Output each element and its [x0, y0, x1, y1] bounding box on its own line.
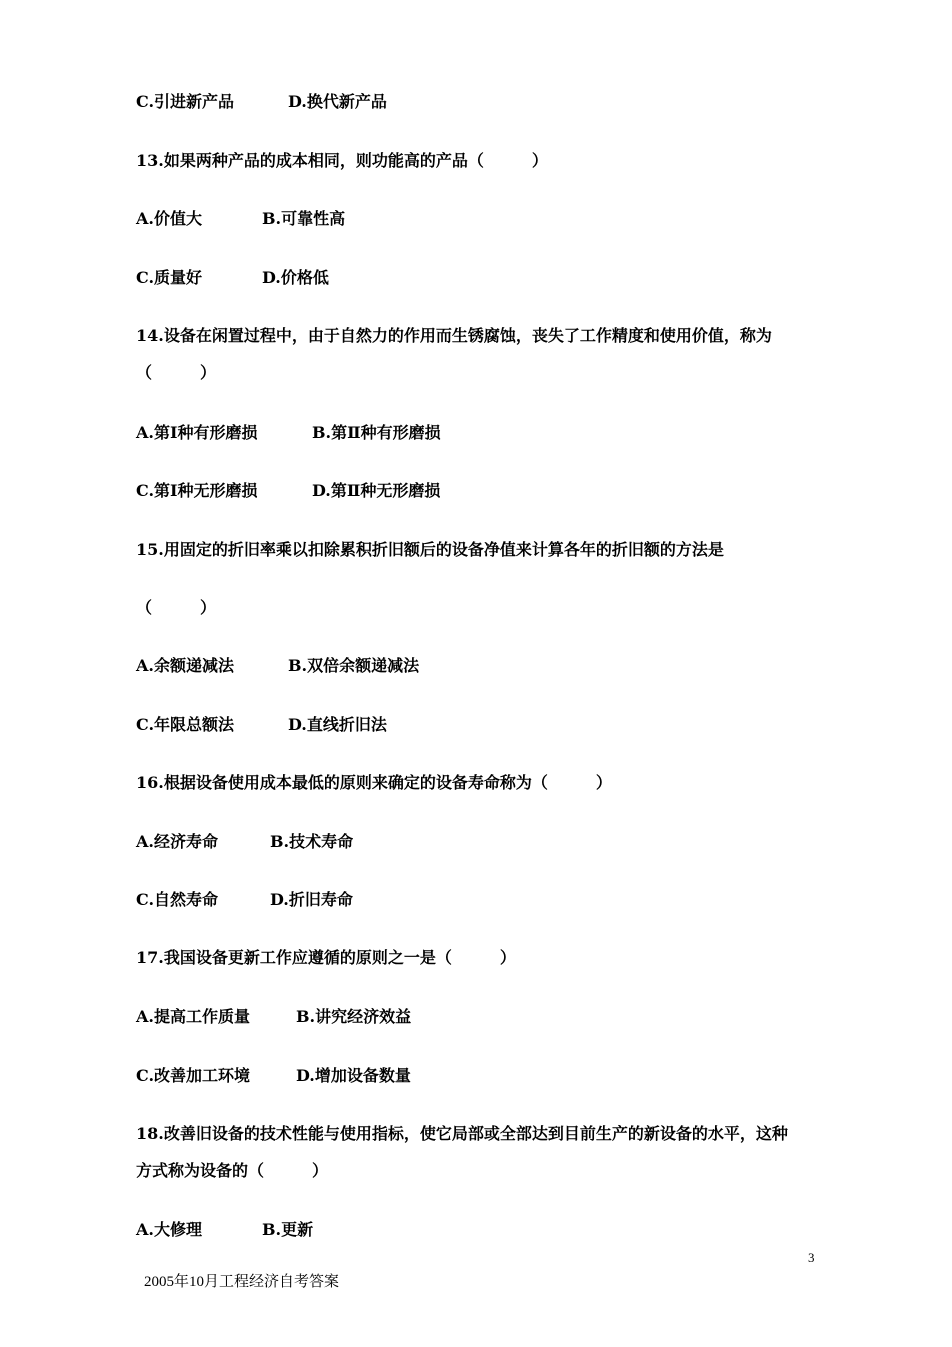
- footer-title: 2005年10月工程经济自考答案: [144, 1274, 340, 1290]
- option-item: B.技术寿命: [270, 832, 354, 851]
- option-row: [136, 268, 329, 288]
- option-row: [136, 423, 441, 443]
- option-row: [136, 656, 419, 676]
- option-item: B.第Ⅱ种有形磨损: [312, 423, 441, 442]
- option-item: D.增加设备数量: [296, 1066, 411, 1085]
- option-item: D.直线折旧法: [288, 715, 387, 734]
- option-row: [136, 1220, 313, 1240]
- option-item: B.双倍余额递减法: [288, 656, 420, 675]
- option-row: [136, 209, 345, 229]
- option-item: A.价值大: [136, 209, 202, 228]
- question-text: （ ）: [136, 363, 217, 382]
- option-item: D.折旧寿命: [270, 890, 353, 909]
- question-text: （ ）: [136, 598, 217, 617]
- option-item: C.第Ⅰ种无形磨损: [136, 481, 258, 500]
- option-row: [136, 92, 387, 112]
- question-text: 13.如果两种产品的成本相同，则功能高的产品（ ）: [136, 151, 548, 170]
- option-item: D.换代新产品: [288, 92, 387, 111]
- option-item: D.价格低: [262, 268, 329, 287]
- option-item: D.第Ⅱ种无形磨损: [312, 481, 441, 500]
- option-item: C.自然寿命: [136, 890, 219, 909]
- option-row: [136, 481, 440, 501]
- option-item: B.可靠性高: [262, 209, 346, 228]
- option-item: C.质量好: [136, 268, 203, 287]
- page-number: 3: [808, 1250, 815, 1265]
- question-text: 方式称为设备的（ ）: [136, 1161, 329, 1180]
- question-text: 18.改善旧设备的技术性能与使用指标，使它局部或全部达到目前生产的新设备的水平，这种: [136, 1124, 788, 1143]
- option-item: A.大修理: [136, 1220, 202, 1239]
- option-item: A.提高工作质量: [136, 1007, 250, 1026]
- option-item: B.讲究经济效益: [296, 1007, 412, 1026]
- option-item: C.年限总额法: [136, 715, 235, 734]
- option-item: A.余额递减法: [136, 656, 234, 675]
- question-text: 15.用固定的折旧率乘以扣除累积折旧额后的设备净值来计算各年的折旧额的方法是: [136, 540, 724, 559]
- option-row: [136, 832, 353, 852]
- option-item: C.改善加工环境: [136, 1066, 251, 1085]
- option-row: [136, 715, 387, 735]
- option-item: A.第Ⅰ种有形磨损: [136, 423, 258, 442]
- option-row: [136, 890, 353, 910]
- question-text: 17.我国设备更新工作应遵循的原则之一是（ ）: [136, 948, 516, 967]
- question-text: 14.设备在闲置过程中，由于自然力的作用而生锈腐蚀，丧失了工作精度和使用价值，称为: [136, 326, 772, 345]
- option-row: [136, 1066, 411, 1086]
- question-text: 16.根据设备使用成本最低的原则来确定的设备寿命称为（ ）: [136, 773, 612, 792]
- option-item: B.更新: [262, 1220, 314, 1239]
- option-item: C.引进新产品: [136, 92, 235, 111]
- option-row: [136, 1007, 411, 1027]
- option-item: A.经济寿命: [136, 832, 218, 851]
